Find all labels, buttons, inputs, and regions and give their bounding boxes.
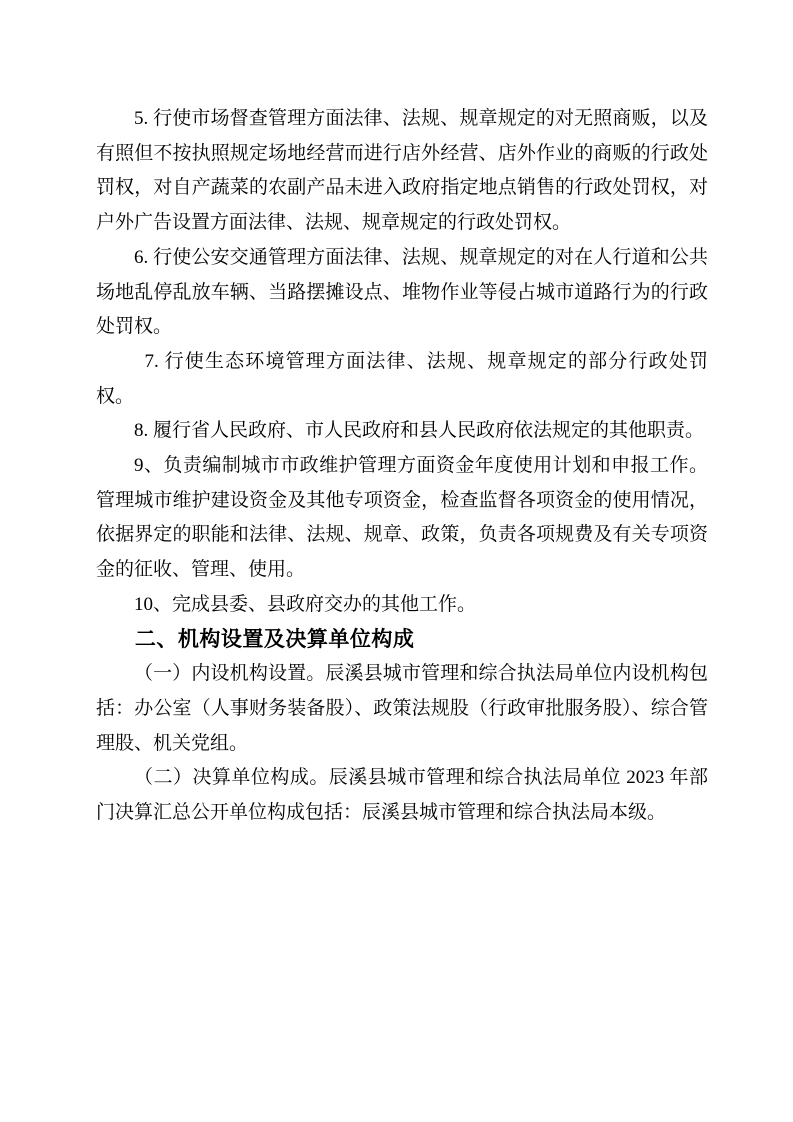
- paragraph-item-8: 8. 履行省人民政府、市人民政府和县人民政府依法规定的其他职责。: [134, 420, 705, 442]
- paragraph-final-accounts-units: （二）决算单位构成。辰溪县城市管理和综合执法局单位 2023 年部门决算汇总公开单位构成包括：辰溪县城市管理和综合执法局本级。: [96, 767, 708, 824]
- paragraph-item-6: 6. 行使公安交通管理方面法律、法规、规章规定的对在人行道和公共场地乱停乱放车辆、当路摆摊设点、堆物作业等侵占城市道路行为的行政处罚权。: [96, 246, 708, 338]
- paragraph-internal-structure: （一）内设机构设置。辰溪县城市管理和综合执法局单位内设机构包括：办公室（人事财务装备股）、政策法规股（行政审批服务股）、综合管理股、机关党组。: [96, 663, 708, 754]
- paragraph-item-9: 9、负责编制城市市政维护管理方面资金年度使用计划和申报工作。管理城市维护建设资金及其他专项资金，检查监督各项资金的使用情况，依据界定的职能和法律、法规、规章、政策，负责各项规费及有关专项资金的征收、管理、使用。: [96, 455, 708, 581]
- paragraph-item-5: 5. 行使市场督查管理方面法律、法规、规章规定的对无照商贩，以及有照但不按执照规定场地经营而进行店外经营、店外作业的商贩的行政处罚权，对自产蔬菜的农副产品未进入政府指定地点销售的行政处罚权，对户外广告设置方面法律、法规、规章规定的行政处罚权。: [96, 108, 708, 234]
- paragraph-item-7: 7. 行使生态环境管理方面法律、法规、规章规定的部分行政处罚权。: [96, 350, 708, 407]
- section-heading-organization: 二、机构设置及决算单位构成: [134, 627, 415, 651]
- document-body: [96, 102, 708, 831]
- paragraph-item-10: 10、完成县委、县政府交办的其他工作。: [134, 593, 477, 615]
